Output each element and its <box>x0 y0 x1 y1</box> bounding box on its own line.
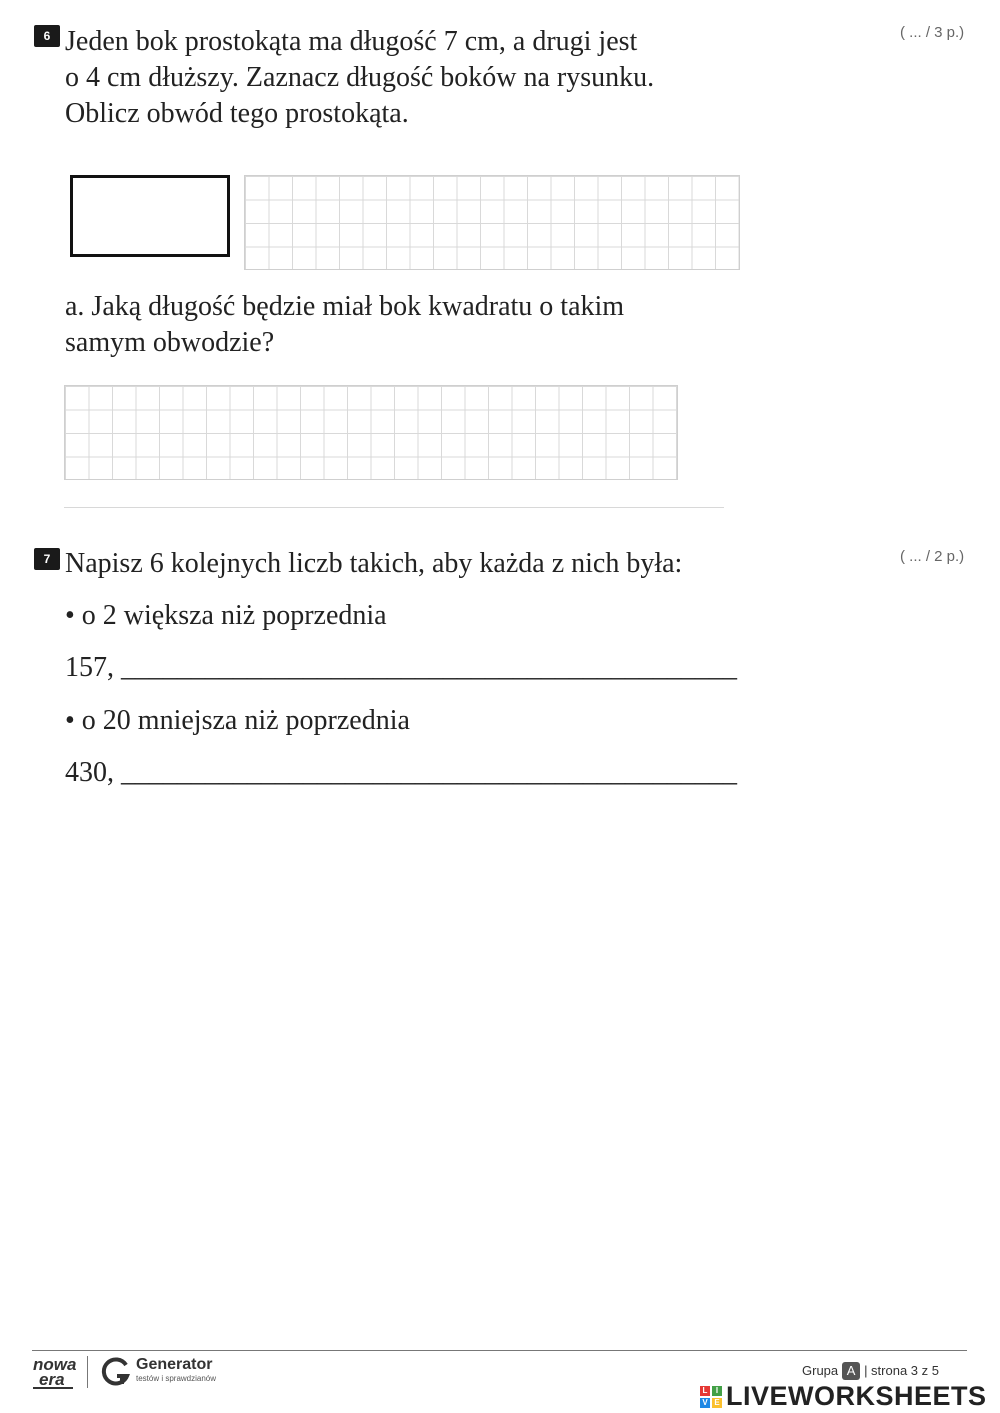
generator-g-icon <box>100 1356 132 1388</box>
generator-subtitle: testów i sprawdzianów <box>136 1374 217 1383</box>
rectangle-drawing <box>70 175 230 257</box>
footer-rule <box>32 1350 967 1351</box>
calculation-grid-1[interactable] <box>244 175 740 270</box>
logo-era-text: era <box>33 1372 73 1389</box>
lw-block-l: L <box>700 1386 710 1396</box>
task-6-line-1: Jeden bok prostokąta ma długość 7 cm, a drugi jest <box>65 26 638 57</box>
task-6-sub-a-line-2: samym obwodzie? <box>65 327 275 358</box>
generator-title: Generator <box>136 1356 213 1373</box>
lw-block-v: V <box>700 1398 710 1408</box>
liveworksheets-logo <box>700 1381 987 1412</box>
task-6-line-2: o 4 cm dłuższy. Zaznacz długość boków na rysunku. <box>65 62 655 93</box>
grupa-label: Grupa <box>802 1363 839 1378</box>
calculation-grid-2[interactable] <box>64 385 678 480</box>
lw-block-e: E <box>712 1398 722 1408</box>
task-7-points: ( ... / 2 p.) <box>900 548 965 565</box>
section-divider <box>64 507 724 508</box>
grupa-badge: A <box>842 1362 861 1380</box>
page-label: | strona 3 z 5 <box>864 1363 939 1378</box>
task-7-bullet-1: • o 2 większa niż poprzednia <box>65 600 387 631</box>
task-6-question <box>65 24 654 132</box>
task-6-sub-a <box>65 289 624 361</box>
logo-nowa-text: nowa <box>33 1355 77 1374</box>
page-info <box>802 1362 939 1380</box>
task-7-answer-line-2[interactable]: 430, ____________________________________________ <box>65 757 737 788</box>
task-6-line-3: Oblicz obwód tego prostokąta. <box>65 98 409 129</box>
lw-block-i: I <box>712 1386 722 1396</box>
liveworksheets-text: LIVEWORKSHEETS <box>726 1381 987 1411</box>
task-7-answer-line-1[interactable]: 157, ____________________________________________ <box>65 652 737 683</box>
logo-separator <box>87 1356 88 1388</box>
liveworksheets-icon <box>700 1386 722 1408</box>
task-7-question: Napisz 6 kolejnych liczb takich, aby każda z nich była: <box>65 548 683 579</box>
task-7-bullet-2: • o 20 mniejsza niż poprzednia <box>65 705 410 736</box>
task-7-number-badge: 7 <box>34 548 60 570</box>
task-6-number-badge: 6 <box>34 25 60 47</box>
generator-logo <box>100 1356 132 1393</box>
task-6-points: ( ... / 3 p.) <box>900 24 965 41</box>
task-6-sub-a-line-1: a. Jaką długość będzie miał bok kwadratu o takim <box>65 291 625 322</box>
nowa-era-logo <box>33 1357 76 1389</box>
generator-text <box>136 1356 216 1384</box>
